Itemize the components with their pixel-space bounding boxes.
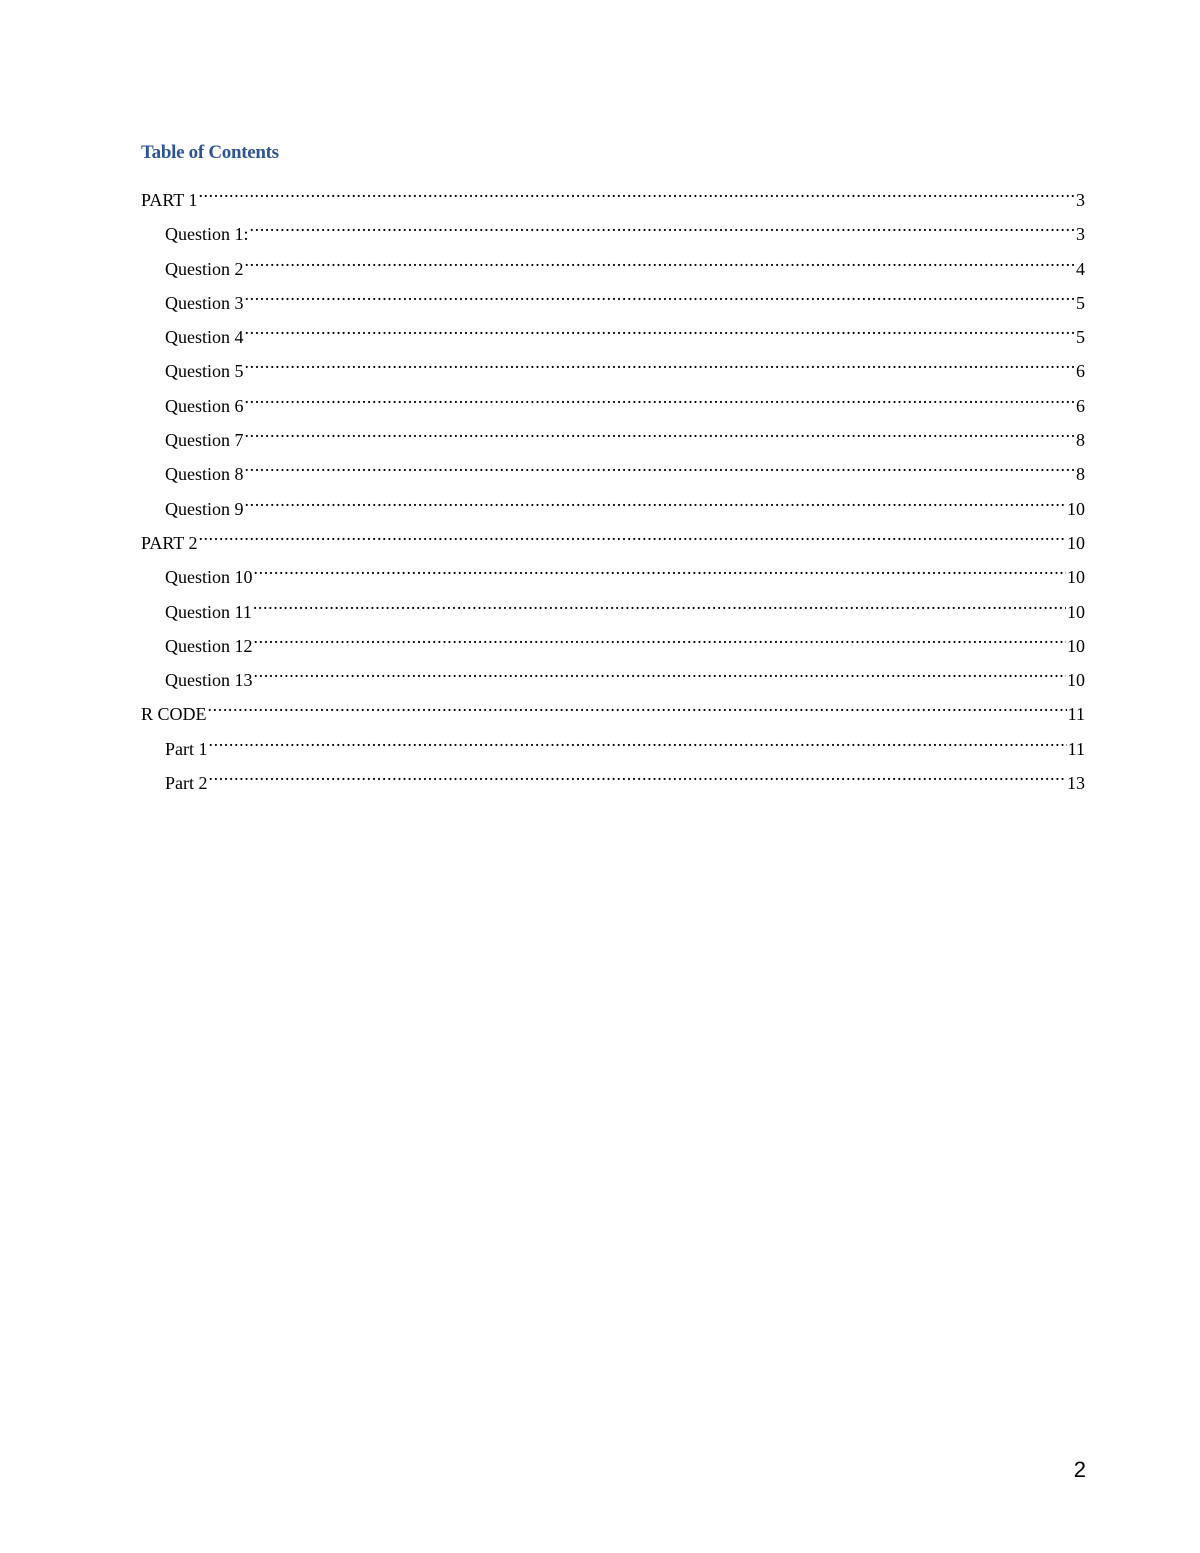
- toc-entry-question-8[interactable]: [141, 450, 1085, 484]
- toc-entry-label: Question 6: [165, 395, 244, 416]
- toc-entry-label: Question 10: [165, 567, 253, 588]
- toc-entry-label: Question 9: [165, 498, 244, 519]
- toc-dot-leader: [209, 725, 1067, 755]
- toc-entry-question-6[interactable]: [141, 382, 1085, 416]
- toc-dot-leader: [245, 382, 1076, 412]
- toc-dot-leader: [254, 622, 1067, 652]
- toc-entry-page: 13: [1067, 773, 1085, 794]
- toc-entry-label: Question 4: [165, 327, 244, 348]
- toc-dot-leader: [245, 347, 1076, 377]
- page-number: 2: [1073, 1457, 1086, 1482]
- toc-entry-question-5[interactable]: [141, 347, 1085, 381]
- toc-dot-leader: [198, 519, 1066, 549]
- toc-entry-page: 5: [1076, 292, 1085, 313]
- toc-entry-question-10[interactable]: [141, 553, 1085, 587]
- toc-entry-label: Question 7: [165, 430, 244, 451]
- toc-list: [141, 176, 1085, 793]
- toc-dot-leader: [245, 279, 1076, 309]
- toc-entry-label: Question 2: [165, 258, 244, 279]
- toc-dot-leader: [245, 485, 1067, 515]
- toc-entry-page: 10: [1067, 635, 1085, 656]
- toc-entry-part-2[interactable]: [141, 519, 1085, 553]
- toc-entry-label: PART 1: [141, 190, 198, 210]
- toc-entry-label: PART 2: [141, 532, 198, 553]
- toc-entry-label: Question 11: [165, 601, 252, 622]
- toc-entry-r-code-part-2[interactable]: [141, 759, 1085, 793]
- toc-dot-leader: [245, 313, 1076, 343]
- toc-entry-question-2[interactable]: [141, 245, 1085, 279]
- toc-entry-label: Question 3: [165, 292, 244, 313]
- toc-entry-question-12[interactable]: [141, 622, 1085, 656]
- toc-dot-leader: [245, 450, 1076, 480]
- toc-entry-question-3[interactable]: [141, 279, 1085, 313]
- toc-entry-page: 10: [1067, 670, 1085, 691]
- toc-entry-label: Question 5: [165, 361, 244, 382]
- toc-dot-leader: [254, 656, 1067, 686]
- toc-entry-label: Question 8: [165, 464, 244, 485]
- toc-entry-label: R CODE: [141, 704, 207, 725]
- toc-entry-page: 3: [1076, 224, 1085, 245]
- toc-entry-page: 11: [1067, 738, 1085, 759]
- toc-heading: Table of Contents: [141, 142, 279, 163]
- toc-entry-r-code[interactable]: [141, 690, 1085, 724]
- toc-dot-leader: [250, 210, 1076, 240]
- toc-entry-r-code-part-1[interactable]: [141, 725, 1085, 759]
- toc-entry-question-13[interactable]: [141, 656, 1085, 690]
- toc-entry-label: Question 13: [165, 670, 253, 691]
- toc-entry-page: 3: [1076, 190, 1085, 210]
- toc-entry-page: 11: [1067, 704, 1085, 725]
- toc-entry-page: 10: [1067, 601, 1085, 622]
- toc-entry-label: Question 1:: [165, 224, 249, 245]
- toc-dot-leader: [208, 690, 1067, 720]
- toc-entry-page: 4: [1076, 258, 1085, 279]
- toc-entry-page: 10: [1067, 532, 1085, 553]
- toc-entry-question-1[interactable]: [141, 210, 1085, 244]
- toc-dot-leader: [253, 588, 1066, 618]
- toc-entry-question-7[interactable]: [141, 416, 1085, 450]
- toc-entry-label: Question 12: [165, 635, 253, 656]
- toc-entry-question-9[interactable]: [141, 485, 1085, 519]
- toc-dot-leader: [245, 245, 1076, 275]
- toc-entry-question-4[interactable]: [141, 313, 1085, 347]
- toc-entry-label: Part 1: [165, 738, 208, 759]
- toc-dot-leader: [198, 176, 1075, 206]
- toc-entry-page: 8: [1076, 464, 1085, 485]
- toc-dot-leader: [245, 416, 1076, 446]
- toc-entry-part-1[interactable]: [141, 176, 1085, 210]
- toc-entry-page: 10: [1067, 567, 1085, 588]
- toc-entry-page: 6: [1076, 395, 1085, 416]
- toc-entry-page: 8: [1076, 430, 1085, 451]
- toc-dot-leader: [209, 759, 1067, 789]
- toc-entry-question-11[interactable]: [141, 588, 1085, 622]
- toc-dot-leader: [254, 553, 1067, 583]
- toc-entry-page: 5: [1076, 327, 1085, 348]
- toc-entry-page: 10: [1067, 498, 1085, 519]
- toc-entry-page: 6: [1076, 361, 1085, 382]
- toc-entry-label: Part 2: [165, 773, 208, 794]
